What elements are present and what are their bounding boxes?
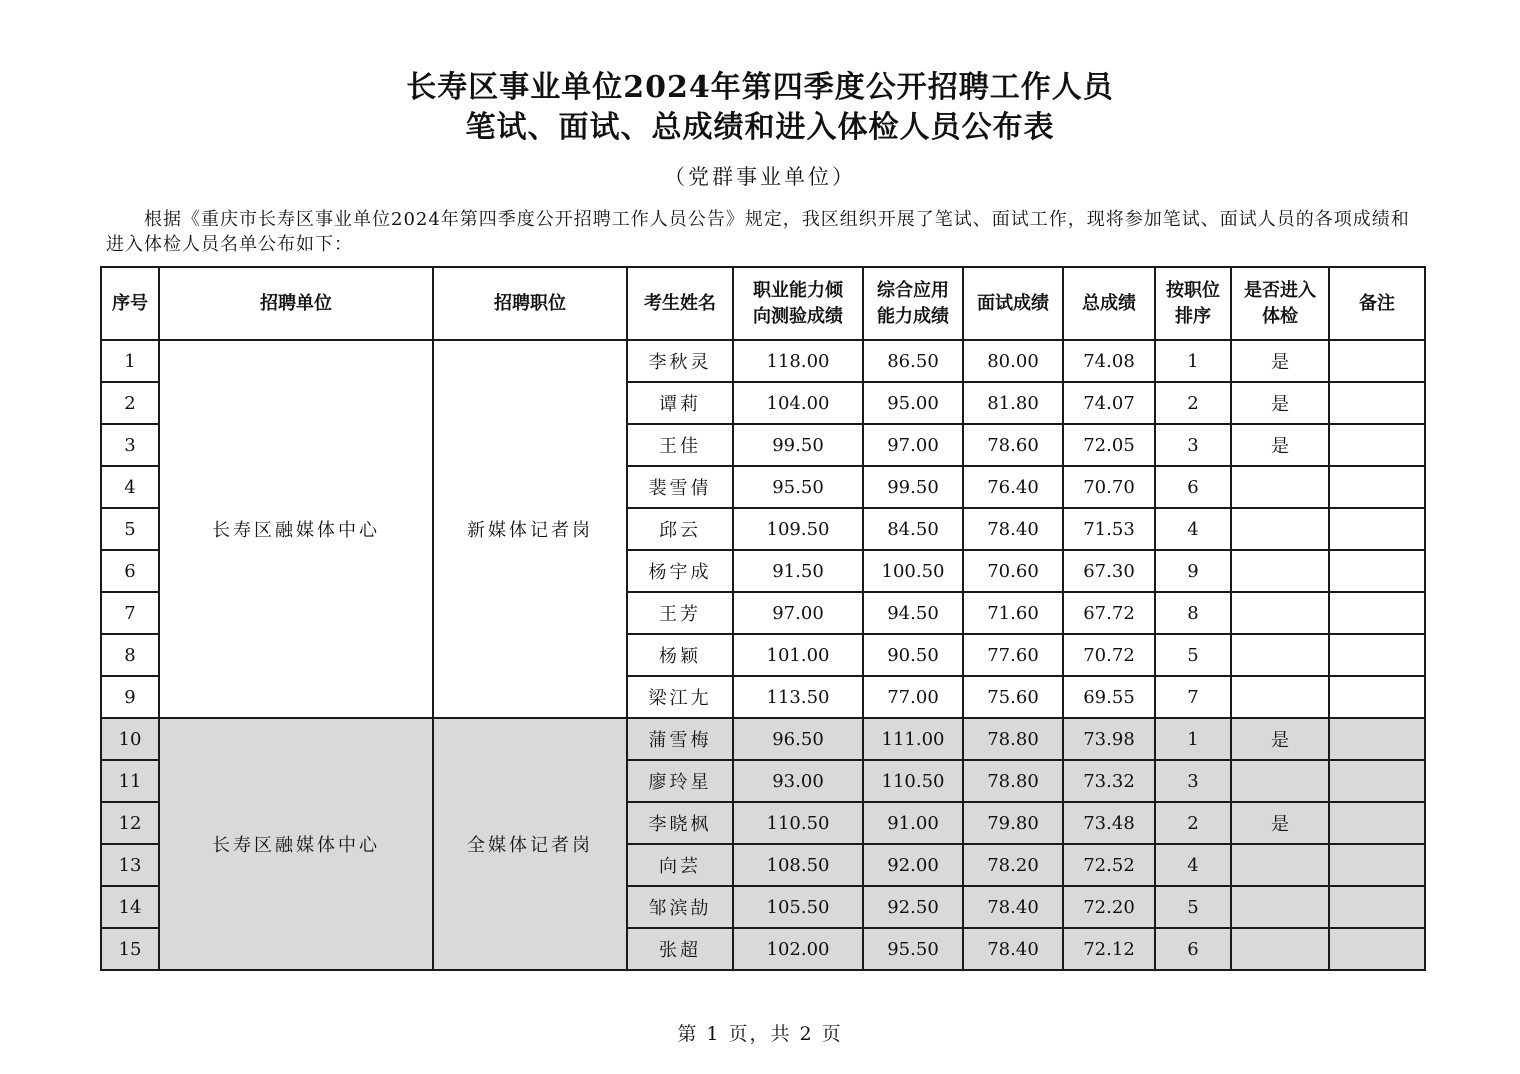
cell-total-score: 74.08	[1063, 340, 1155, 382]
cell-seq: 14	[101, 886, 159, 928]
cell-physical-exam: 是	[1231, 718, 1329, 760]
cell-aptitude-score: 110.50	[733, 802, 863, 844]
cell-remarks	[1329, 886, 1425, 928]
cell-seq: 11	[101, 760, 159, 802]
cell-name: 王芳	[627, 592, 733, 634]
cell-total-score: 70.70	[1063, 466, 1155, 508]
cell-total-score: 73.32	[1063, 760, 1155, 802]
cell-recruiting-position: 新媒体记者岗	[433, 340, 627, 718]
cell-position-rank: 2	[1155, 382, 1231, 424]
cell-aptitude-score: 113.50	[733, 676, 863, 718]
cell-total-score: 72.05	[1063, 424, 1155, 466]
cell-total-score: 74.07	[1063, 382, 1155, 424]
cell-remarks	[1329, 340, 1425, 382]
cell-interview-score: 78.40	[963, 928, 1063, 970]
cell-name: 向芸	[627, 844, 733, 886]
cell-aptitude-score: 99.50	[733, 424, 863, 466]
cell-position-rank: 7	[1155, 676, 1231, 718]
cell-applied-score: 97.00	[863, 424, 963, 466]
cell-remarks	[1329, 466, 1425, 508]
cell-recruiting-unit: 长寿区融媒体中心	[159, 718, 433, 970]
cell-aptitude-score: 93.00	[733, 760, 863, 802]
header-applied	[863, 267, 963, 340]
cell-seq: 2	[101, 382, 159, 424]
cell-physical-exam: 是	[1231, 382, 1329, 424]
cell-interview-score: 80.00	[963, 340, 1063, 382]
cell-position-rank: 4	[1155, 844, 1231, 886]
cell-name: 邹滨劼	[627, 886, 733, 928]
cell-aptitude-score: 101.00	[733, 634, 863, 676]
header-physical-line-1: 是否进入	[1244, 279, 1316, 301]
cell-remarks	[1329, 928, 1425, 970]
cell-position-rank: 2	[1155, 802, 1231, 844]
header-total: 总成绩	[1063, 267, 1155, 340]
cell-seq: 15	[101, 928, 159, 970]
cell-remarks	[1329, 760, 1425, 802]
cell-applied-score: 110.50	[863, 760, 963, 802]
cell-applied-score: 90.50	[863, 634, 963, 676]
cell-aptitude-score: 118.00	[733, 340, 863, 382]
cell-seq: 7	[101, 592, 159, 634]
cell-physical-exam: 是	[1231, 424, 1329, 466]
header-physical-line-2: 体检	[1262, 305, 1298, 327]
cell-remarks	[1329, 424, 1425, 466]
header-remarks: 备注	[1329, 267, 1425, 340]
cell-interview-score: 75.60	[963, 676, 1063, 718]
cell-position-rank: 1	[1155, 340, 1231, 382]
cell-applied-score: 95.00	[863, 382, 963, 424]
cell-total-score: 71.53	[1063, 508, 1155, 550]
cell-aptitude-score: 91.50	[733, 550, 863, 592]
cell-interview-score: 77.60	[963, 634, 1063, 676]
header-position: 招聘职位	[433, 267, 627, 340]
cell-name: 杨颖	[627, 634, 733, 676]
cell-position-rank: 9	[1155, 550, 1231, 592]
cell-name: 裴雪倩	[627, 466, 733, 508]
header-unit: 招聘单位	[159, 267, 433, 340]
cell-physical-exam	[1231, 886, 1329, 928]
cell-seq: 5	[101, 508, 159, 550]
cell-name: 李秋灵	[627, 340, 733, 382]
cell-aptitude-score: 105.50	[733, 886, 863, 928]
cell-remarks	[1329, 634, 1425, 676]
cell-name: 梁江尢	[627, 676, 733, 718]
header-physical	[1231, 267, 1329, 340]
document-title-line-1: 长寿区事业单位2024年第四季度公开招聘工作人员	[406, 70, 1114, 105]
cell-interview-score: 71.60	[963, 592, 1063, 634]
cell-remarks	[1329, 550, 1425, 592]
cell-aptitude-score: 95.50	[733, 466, 863, 508]
cell-remarks	[1329, 844, 1425, 886]
header-interview: 面试成绩	[963, 267, 1063, 340]
cell-aptitude-score: 102.00	[733, 928, 863, 970]
cell-aptitude-score: 109.50	[733, 508, 863, 550]
cell-interview-score: 79.80	[963, 802, 1063, 844]
cell-position-rank: 5	[1155, 886, 1231, 928]
cell-remarks	[1329, 718, 1425, 760]
document-title-line-2: 笔试、面试、总成绩和进入体检人员公布表	[465, 110, 1055, 145]
cell-applied-score: 84.50	[863, 508, 963, 550]
cell-applied-score: 91.00	[863, 802, 963, 844]
cell-position-rank: 3	[1155, 424, 1231, 466]
cell-seq: 9	[101, 676, 159, 718]
cell-remarks	[1329, 592, 1425, 634]
cell-seq: 13	[101, 844, 159, 886]
cell-aptitude-score: 97.00	[733, 592, 863, 634]
table-body	[101, 340, 1425, 970]
cell-interview-score: 70.60	[963, 550, 1063, 592]
cell-applied-score: 95.50	[863, 928, 963, 970]
header-rank	[1155, 267, 1231, 340]
cell-total-score: 73.48	[1063, 802, 1155, 844]
cell-total-score: 70.72	[1063, 634, 1155, 676]
cell-remarks	[1329, 676, 1425, 718]
cell-physical-exam	[1231, 844, 1329, 886]
results-table	[100, 266, 1426, 971]
cell-name: 李晓枫	[627, 802, 733, 844]
cell-aptitude-score: 96.50	[733, 718, 863, 760]
cell-total-score: 67.30	[1063, 550, 1155, 592]
cell-remarks	[1329, 802, 1425, 844]
cell-interview-score: 78.80	[963, 760, 1063, 802]
cell-total-score: 67.72	[1063, 592, 1155, 634]
cell-physical-exam	[1231, 928, 1329, 970]
document-subtitle: （党群事业单位）	[664, 165, 856, 189]
cell-remarks	[1329, 508, 1425, 550]
cell-name: 邱云	[627, 508, 733, 550]
cell-name: 杨宇成	[627, 550, 733, 592]
cell-physical-exam: 是	[1231, 802, 1329, 844]
cell-applied-score: 100.50	[863, 550, 963, 592]
cell-name: 廖玲星	[627, 760, 733, 802]
cell-seq: 10	[101, 718, 159, 760]
header-rank-line-2: 排序	[1175, 305, 1211, 327]
cell-seq: 6	[101, 550, 159, 592]
cell-name: 蒲雪梅	[627, 718, 733, 760]
cell-recruiting-position: 全媒体记者岗	[433, 718, 627, 970]
cell-applied-score: 99.50	[863, 466, 963, 508]
cell-physical-exam	[1231, 592, 1329, 634]
cell-total-score: 73.98	[1063, 718, 1155, 760]
cell-interview-score: 81.80	[963, 382, 1063, 424]
cell-position-rank: 5	[1155, 634, 1231, 676]
cell-applied-score: 92.00	[863, 844, 963, 886]
cell-interview-score: 78.80	[963, 718, 1063, 760]
cell-physical-exam	[1231, 634, 1329, 676]
cell-position-rank: 4	[1155, 508, 1231, 550]
cell-interview-score: 78.60	[963, 424, 1063, 466]
header-aptitude	[733, 267, 863, 340]
cell-seq: 1	[101, 340, 159, 382]
cell-seq: 12	[101, 802, 159, 844]
cell-name: 王佳	[627, 424, 733, 466]
cell-total-score: 72.12	[1063, 928, 1155, 970]
cell-aptitude-score: 104.00	[733, 382, 863, 424]
header-rank-line-1: 按职位	[1166, 279, 1220, 301]
page-footer: 第 1 页，共 2 页	[677, 1023, 843, 1045]
cell-interview-score: 78.20	[963, 844, 1063, 886]
cell-position-rank: 8	[1155, 592, 1231, 634]
cell-remarks	[1329, 382, 1425, 424]
table-header	[101, 267, 1425, 340]
cell-seq: 4	[101, 466, 159, 508]
cell-applied-score: 111.00	[863, 718, 963, 760]
cell-name: 张超	[627, 928, 733, 970]
header-applied-line-2: 能力成绩	[877, 305, 949, 327]
cell-position-rank: 1	[1155, 718, 1231, 760]
cell-total-score: 72.52	[1063, 844, 1155, 886]
cell-seq: 3	[101, 424, 159, 466]
cell-physical-exam	[1231, 676, 1329, 718]
cell-physical-exam	[1231, 760, 1329, 802]
cell-total-score: 69.55	[1063, 676, 1155, 718]
cell-interview-score: 76.40	[963, 466, 1063, 508]
cell-physical-exam	[1231, 466, 1329, 508]
cell-applied-score: 94.50	[863, 592, 963, 634]
table-row	[101, 340, 1425, 382]
cell-applied-score: 86.50	[863, 340, 963, 382]
header-aptitude-line-2: 向测验成绩	[753, 305, 843, 327]
cell-applied-score: 77.00	[863, 676, 963, 718]
header-applied-line-1: 综合应用	[877, 279, 949, 301]
cell-name: 谭莉	[627, 382, 733, 424]
cell-position-rank: 6	[1155, 466, 1231, 508]
cell-interview-score: 78.40	[963, 508, 1063, 550]
header-row	[101, 267, 1425, 340]
cell-physical-exam	[1231, 508, 1329, 550]
cell-interview-score: 78.40	[963, 886, 1063, 928]
cell-position-rank: 6	[1155, 928, 1231, 970]
header-aptitude-line-1: 职业能力倾	[753, 279, 843, 301]
intro-paragraph: 根据《重庆市长寿区事业单位2024年第四季度公开招聘工作人员公告》规定，我区组织开展了笔试、面试工作，现将参加笔试、面试人员的各项成绩和进入体检人员名单公布如下：	[106, 209, 1410, 255]
cell-physical-exam	[1231, 550, 1329, 592]
cell-applied-score: 92.50	[863, 886, 963, 928]
cell-aptitude-score: 108.50	[733, 844, 863, 886]
cell-recruiting-unit: 长寿区融媒体中心	[159, 340, 433, 718]
header-name: 考生姓名	[627, 267, 733, 340]
cell-position-rank: 3	[1155, 760, 1231, 802]
cell-physical-exam: 是	[1231, 340, 1329, 382]
cell-total-score: 72.20	[1063, 886, 1155, 928]
header-seq: 序号	[101, 267, 159, 340]
cell-seq: 8	[101, 634, 159, 676]
table-row	[101, 718, 1425, 760]
